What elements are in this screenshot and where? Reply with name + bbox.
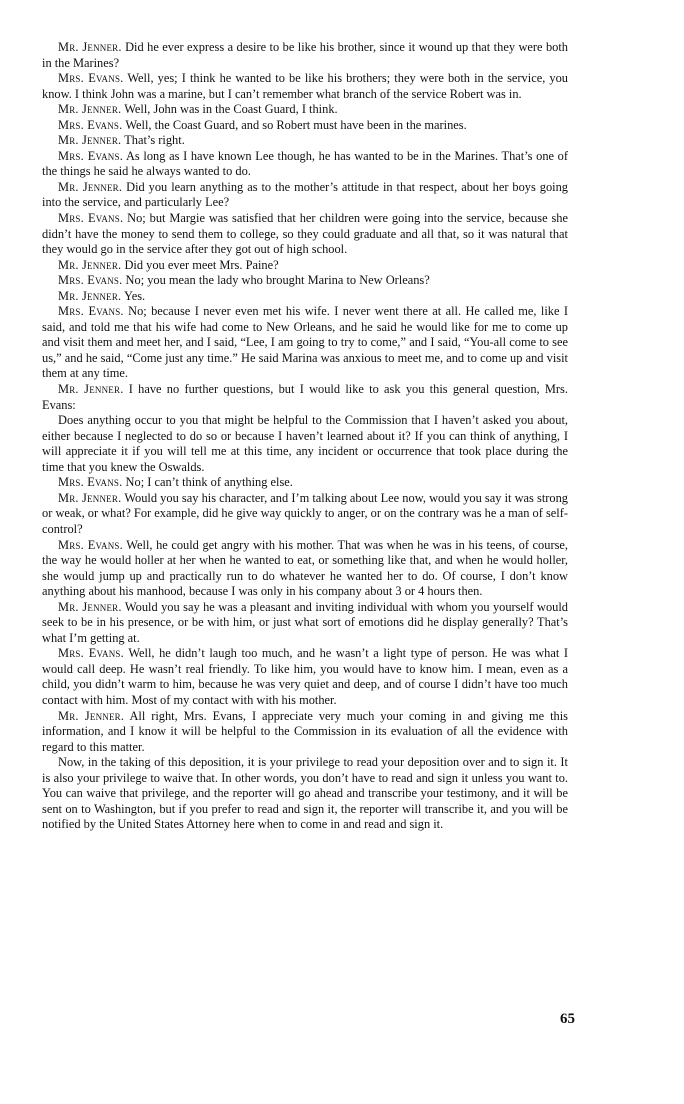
transcript-paragraph (42, 755, 568, 833)
transcript-paragraph (42, 709, 568, 756)
speaker-label: Mrs. Evans. (58, 537, 123, 552)
transcript-paragraph (42, 118, 568, 134)
testimony-text: Well, John was in the Coast Guard, I think. (124, 102, 338, 117)
testimony-text: All right, Mrs. Evans, I appreciate very much your coming in and giving me this information, and I know it will be helpful to the Commission in its evaluation of all the evidence with regard to this matter. (42, 708, 568, 754)
transcript-paragraph (42, 491, 568, 538)
speaker-label: Mrs. Evans. (58, 148, 123, 163)
transcript-paragraph (42, 538, 568, 600)
testimony-text: Now, in the taking of this deposition, it is your privilege to read your deposition over and to sign it. It is also your privilege to waive that. In other words, you don’t have to read and sign it unless you want to. You can waive that privilege, and the reporter will go ahead and transcribe your testimony, and it will be sent on to Washington, but if you prefer to read and sign it, the reporter will transcribe it, and you will be notified by the United States Attorney here when to come in and read and sign it. (42, 755, 568, 832)
testimony-text: Well, the Coast Guard, and so Robert must have been in the marines. (125, 117, 467, 132)
speaker-label: Mr. Jenner. (58, 599, 122, 614)
testimony-text: Well, he didn’t laugh too much, and he wasn’t a light type of person. He was what I would call deep. He wasn’t real friendly. To like him, you would have to know him. I mean, even as a child, you didn’t warm to him, because he was very quiet and deep, and of course I didn’t have too much contact with him. Most of my contact with with his mother. (42, 646, 568, 707)
testimony-text: No; because I never even met his wife. I never went there at all. He called me, like I said, and told me that his wife had come to New Orleans, and he said he would like for me to come up and visit them and meet her, and I said, “Lee, I am going to try to come,” and I said, “You-all come to see us,” and he said, “Come just any time.” He said Marina was anxious to meet me, and to come up and visit them at any time. (42, 304, 568, 381)
speaker-label: Mrs. Evans. (58, 211, 124, 226)
speaker-label: Mr. Jenner. (58, 257, 122, 272)
testimony-text: No; you mean the lady who brought Marina to New Orleans? (125, 273, 430, 288)
speaker-label: Mr. Jenner. (58, 40, 122, 54)
speaker-label: Mrs. Evans. (58, 646, 124, 661)
testimony-text: Well, he could get angry with his mother. That was when he was in his teens, of course, the way he would holler at her when he wanted to eat, or something like that, and when he would holler, she would jump up and practically run to do whatever he wanted her to do. Of course, I don’t know anything about his manhood, because I was only in his company about 3 or 4 hours then. (42, 537, 568, 599)
transcript-paragraph (42, 71, 568, 102)
speaker-label: Mr. Jenner. (58, 102, 122, 117)
testimony-text: I have no further questions, but I would like to ask you this general question, Mrs. Evans: (42, 382, 568, 412)
speaker-label: Mrs. Evans. (58, 273, 123, 288)
speaker-label: Mr. Jenner. (58, 179, 123, 194)
testimony-text: Did you learn anything as to the mother’s attitude in that respect, about her boys going into the service, and particularly Lee? (42, 179, 568, 210)
transcript-paragraph (42, 211, 568, 258)
testimony-text: That’s right. (124, 133, 185, 148)
transcript-paragraph (42, 413, 568, 475)
transcript-paragraph (42, 304, 568, 382)
testimony-text: Did you ever meet Mrs. Paine? (124, 257, 279, 272)
transcript-paragraph (42, 102, 568, 118)
transcript-body (42, 40, 568, 833)
transcript-paragraph (42, 149, 568, 180)
testimony-text: As long as I have known Lee though, he has wanted to be in the Marines. That’s one of the things he said he always wanted to do. (42, 148, 569, 179)
transcript-paragraph (42, 258, 568, 274)
speaker-label: Mrs. Evans. (58, 117, 123, 132)
speaker-label: Mr. Jenner. (58, 490, 122, 505)
speaker-label: Mrs. Evans. (58, 475, 123, 490)
testimony-text: No; I can’t think of anything else. (125, 475, 293, 490)
transcript-paragraph (42, 382, 568, 413)
testimony-text: Well, yes; I think he wanted to be like his brothers; they were both in the service, you know. I think John was a marine, but I can’t remember what branch of the service Robert was in. (42, 71, 568, 101)
testimony-text: Yes. (123, 288, 146, 303)
transcript-paragraph (42, 273, 568, 289)
testimony-text: Does anything occur to you that might be helpful to the Commission that I haven’t asked you about, either because I neglected to do so or because I haven’t learned about it? If you can think of anything, I will appreciate it if you will tell me at this time, any incident or occurrence that took place during the time that you knew the Oswalds. (42, 413, 568, 474)
transcript-paragraph (42, 180, 568, 211)
speaker-label: Mr. Jenner. (58, 382, 124, 397)
testimony-text: Would you say his character, and I’m talking about Lee now, would you say it was strong or weak, or what? For example, did he give way quickly to anger, or on the contrary was he a man of self-control? (42, 490, 568, 536)
transcript-paragraph (42, 600, 568, 647)
speaker-label: Mr. Jenner. (58, 133, 122, 148)
speaker-label: Mrs. Evans. (58, 71, 124, 86)
speaker-label: Mr. Jenner. (58, 708, 125, 723)
testimony-text: Did he ever express a desire to be like his brother, since it wound up that they were both in the Marines? (42, 40, 568, 70)
page-number: 65 (560, 1011, 575, 1027)
transcript-paragraph (42, 289, 568, 305)
transcript-paragraph (42, 40, 568, 71)
testimony-text: No; but Margie was satisfied that her children were going into the service, because she didn’t have the money to send them to college, so they could graduate and all that, so it was natural that they would go in the service after they got out of high school. (42, 211, 568, 257)
testimony-text: Would you say he was a pleasant and inviting individual with whom you yourself would seek to be in his presence, or be with him, or just what sort of emotions did he display generally? That’s what I’m getting at. (42, 599, 568, 645)
speaker-label: Mr. Jenner. (58, 288, 122, 303)
transcript-paragraph (42, 475, 568, 491)
transcript-paragraph (42, 646, 568, 708)
speaker-label: Mrs. Evans. (58, 304, 124, 319)
transcript-paragraph (42, 133, 568, 149)
